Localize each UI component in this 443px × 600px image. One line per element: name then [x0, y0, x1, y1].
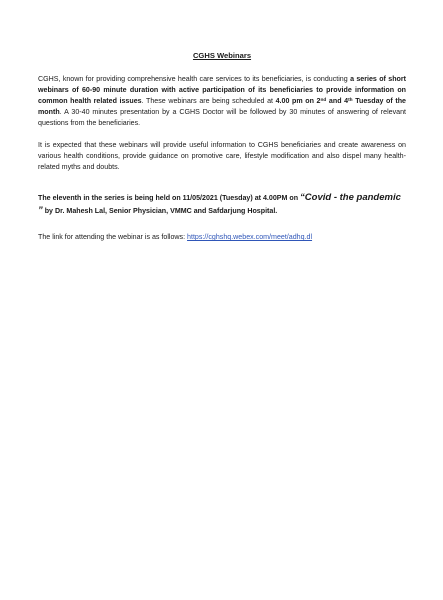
webinar-topic: “Covid - the pandemic ” — [38, 192, 401, 216]
webinar-link[interactable]: https://cghshq.webex.com/meet/adhq.dl — [187, 233, 313, 241]
document-page — [38, 50, 406, 254]
announcement-speaker: by Dr. Mahesh Lal, Senior Physician, VMMC and Safdarjung Hospital. — [42, 206, 278, 215]
intro-text-3: . A 30-40 minutes presentation by a CGHS Doctor will be followed by 30 minutes of answering of relevant questions from the beneficiaries. — [38, 108, 406, 127]
intro-paragraph — [38, 74, 406, 129]
schedule-and: and 4 — [326, 97, 349, 105]
intro-text-1: CGHS, known for providing comprehensive health care services to its beneficiaries, is conducting — [38, 75, 351, 83]
link-paragraph — [38, 232, 406, 243]
ordinal-nd: nd — [320, 98, 327, 103]
ordinal-th: th — [348, 98, 353, 103]
document-title: CGHS Webinars — [192, 51, 252, 60]
schedule-time: 4.00 pm on 2 — [275, 97, 321, 105]
schedule-day: Tuesday of the month — [38, 97, 406, 116]
intro-bold-series: a series of short webinars of 60-90 minute duration with active participation of its beneficiaries to provide information on common health related issues — [38, 75, 406, 105]
intro-text-2: . These webinars are being scheduled at — [141, 97, 276, 105]
link-intro: The link for attending the webinar is as follows: — [38, 233, 188, 241]
expectation-paragraph: It is expected that these webinars will provide useful information to CGHS beneficiaries and create awareness on various health conditions, provide guidance on promotive care, lifestyle modification and also dispel many health-related myths and doubts. — [38, 141, 406, 171]
announcement-paragraph — [38, 192, 406, 217]
announcement-lead: The eleventh in the series is being held on 11/05/2021 (Tuesday) at 4.00PM on — [38, 194, 301, 202]
